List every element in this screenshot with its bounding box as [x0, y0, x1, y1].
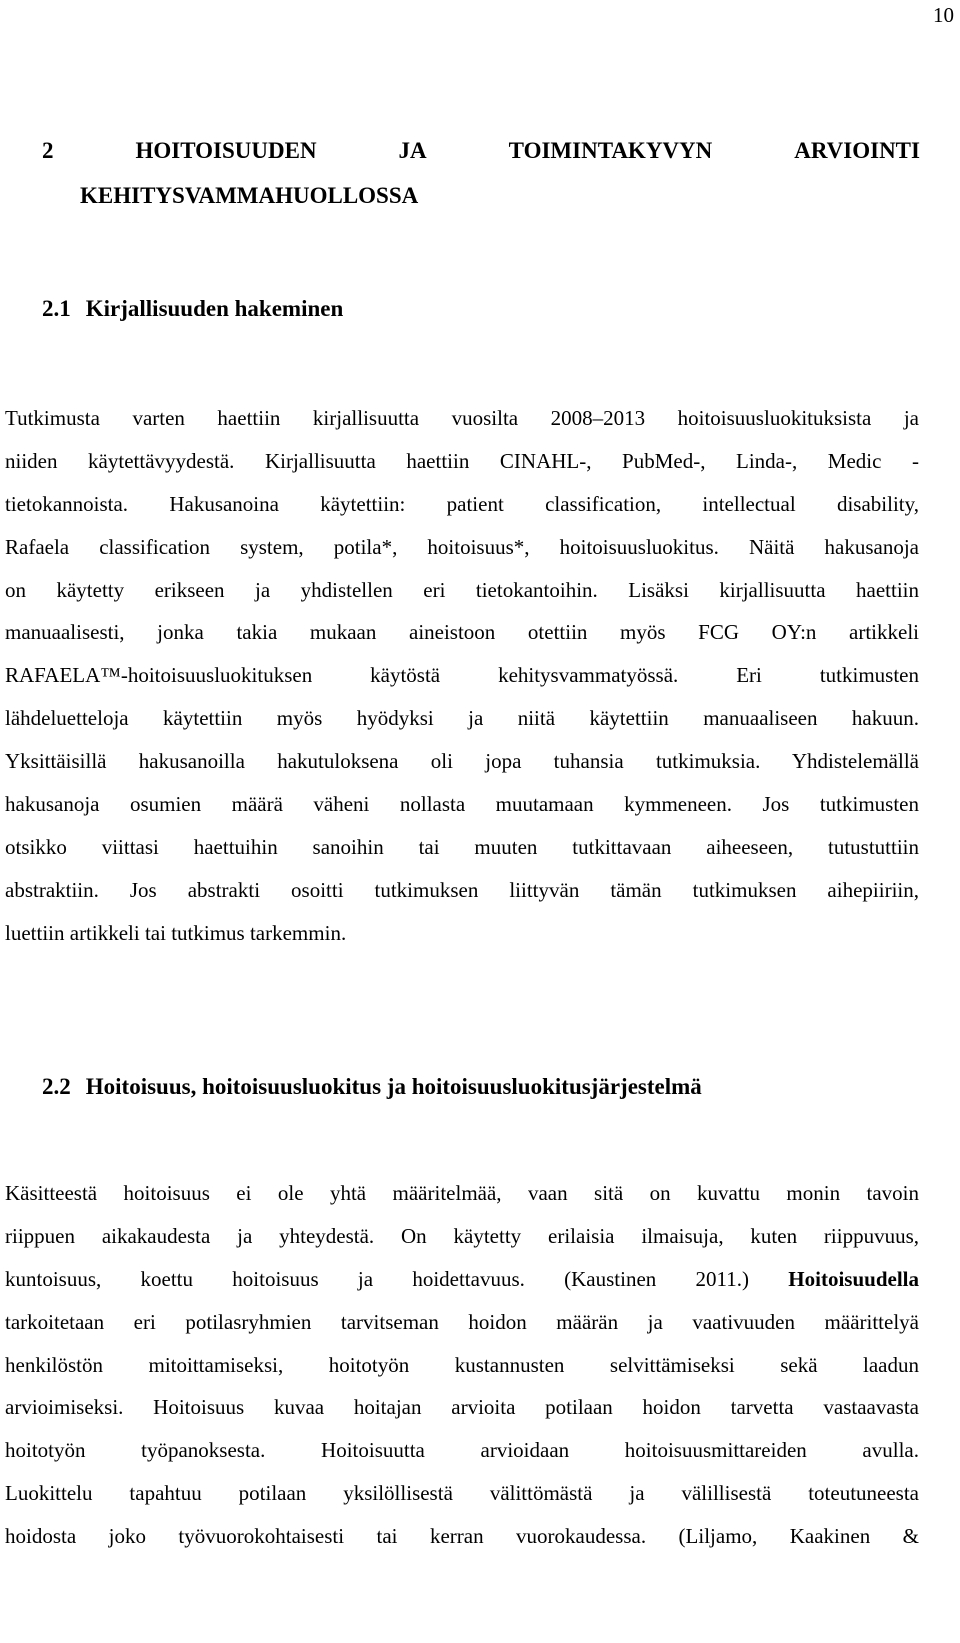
section-heading-2-2	[42, 1064, 702, 1109]
paragraph-line: niiden käytettävyydestä. Kirjallisuutta haettiin CINAHL-, PubMed-, Linda-, Medic -	[5, 448, 919, 473]
chapter-word: JA	[398, 138, 427, 163]
paragraph-line: luettiin artikkeli tai tutkimus tarkemmin.	[5, 920, 347, 945]
paragraph-line: hoidosta joko työvuorokohtaisesti tai kerran vuorokaudessa. (Liljamo, Kaakinen &	[5, 1524, 919, 1549]
chapter-number: 2	[42, 138, 54, 163]
paragraph-line: arvioimiseksi. Hoitoisuus kuvaa hoitajan arvioita potilaan hoidon tarvetta vastaavasta	[5, 1395, 919, 1420]
paragraph-line: otsikko viittasi haettuihin sanoihin tai muuten tutkittavaan aiheeseen, tutustuttiin	[5, 834, 919, 859]
paragraph-line: henkilöstön mitoittamiseksi, hoitotyön kustannusten selvittämiseksi sekä laadun	[5, 1352, 919, 1377]
paragraph-line: on käytetty erikseen ja yhdistellen eri tietokantoihin. Lisäksi kirjallisuutta haettiin	[5, 577, 919, 602]
paragraph-line: Yksittäisillä hakusanoilla hakutuloksena oli jopa tuhansia tutkimuksia. Yhdistelemällä	[5, 749, 919, 774]
section-title: Kirjallisuuden hakeminen	[85, 296, 344, 321]
paragraph-line: lähdeluetteloja käytettiin myös hyödyksi ja niitä käytettiin manuaaliseen hakuun.	[5, 706, 919, 731]
paragraph-line: Rafaela classification system, potila*, hoitoisuus*, hoitoisuusluokitus. Näitä hakusanoja	[5, 534, 919, 559]
chapter-heading-line-1	[42, 128, 920, 173]
section-number: 2.1	[42, 296, 71, 321]
paragraph-line: RAFAELA™-hoitoisuusluokituksen käytöstä kehitysvammatyössä. Eri tutkimusten	[5, 663, 919, 688]
paragraph-line: tietokannoista. Hakusanoina käytettiin: patient classification, intellectual disability,	[5, 491, 919, 516]
section-number: 2.2	[42, 1074, 71, 1099]
defined-term: Hoitoisuudella	[788, 1266, 919, 1291]
paragraph-line: hakusanoja osumien määrä väheni nollasta muutamaan kymmeneen. Jos tutkimusten	[5, 792, 919, 817]
paragraph-line: tarkoitetaan eri potilasryhmien tarvitseman hoidon määrän ja vaativuuden määrittelyä	[5, 1309, 919, 1334]
paragraph-care-dependency	[5, 1172, 919, 1558]
section-title: Hoitoisuus, hoitoisuusluokitus ja hoitoisuusluokitusjärjestelmä	[85, 1074, 702, 1099]
paragraph-line: Käsitteestä hoitoisuus ei ole yhtä määritelmää, vaan sitä on kuvattu monin tavoin	[5, 1181, 919, 1205]
paragraph-line: kuntoisuus, koettu hoitoisuus ja hoidettavuus. (Kaustinen 2011.) Hoitoisuudella	[5, 1266, 919, 1291]
paragraph-line: Tutkimusta varten haettiin kirjallisuutta vuosilta 2008–2013 hoitoisuusluokituksista ja	[5, 406, 919, 430]
chapter-word: ARVIOINTI	[794, 138, 920, 163]
chapter-word: HOITOISUUDEN	[135, 138, 317, 163]
paragraph-line: manuaalisesti, jonka takia mukaan aineistoon otettiin myös FCG OY:n artikkeli	[5, 620, 919, 645]
paragraph-line: hoitotyön työpanoksesta. Hoitoisuutta arvioidaan hoitoisuusmittareiden avulla.	[5, 1438, 919, 1463]
chapter-word: TOIMINTAKYVYN	[508, 138, 713, 163]
paragraph-line: abstraktiin. Jos abstrakti osoitti tutkimuksen liittyvän tämän tutkimuksen aihepiiriin,	[5, 877, 919, 902]
paragraph-line: Luokittelu tapahtuu potilaan yksilöllisestä välittömästä ja välillisestä toteutuneesta	[5, 1481, 919, 1506]
chapter-heading	[42, 128, 920, 218]
section-heading-2-1	[42, 286, 343, 331]
chapter-heading-line-2: KEHITYSVAMMAHUOLLOSSA	[80, 183, 419, 208]
paragraph-line: riippuen aikakaudesta ja yhteydestä. On käytetty erilaisia ilmaisuja, kuten riippuvuus,	[5, 1223, 919, 1248]
page-number: 10	[933, 3, 954, 27]
paragraph-literature-search	[5, 397, 919, 955]
